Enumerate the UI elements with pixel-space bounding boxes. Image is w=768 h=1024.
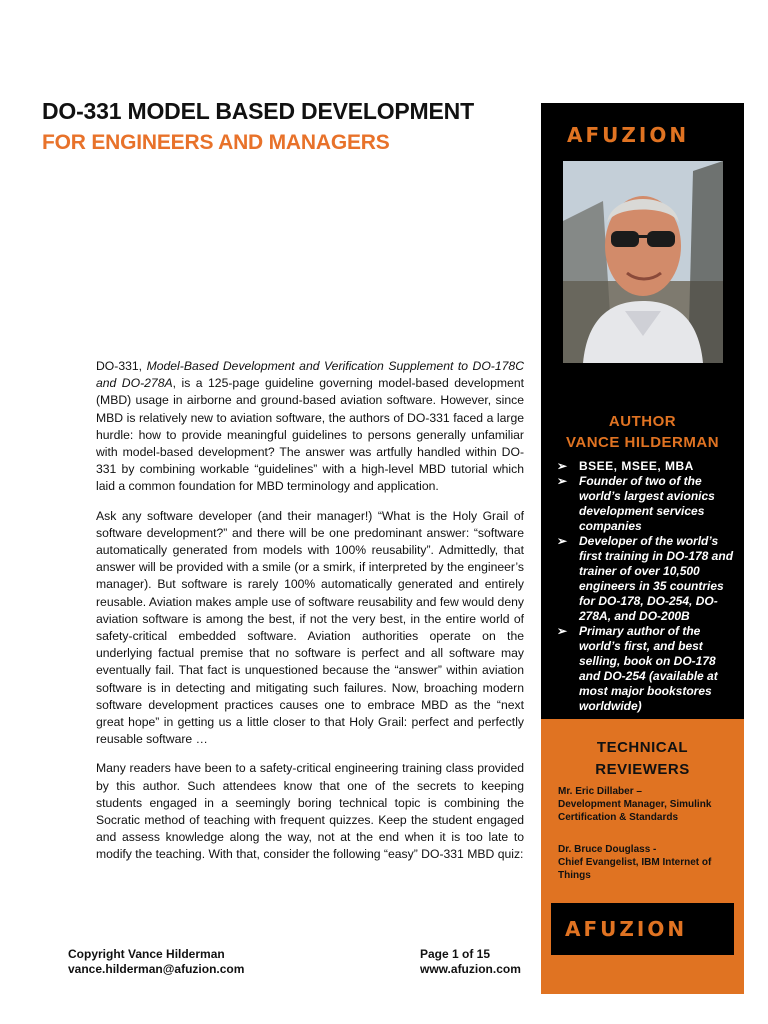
p1-prefix: DO-331, <box>96 359 147 373</box>
arrow-bullet-icon: ➢ <box>557 459 568 473</box>
logo-wordmark: FUZION <box>585 123 690 147</box>
list-item <box>557 459 737 474</box>
document-title: DO-331 MODEL BASED DEVELOPMENT <box>42 98 474 124</box>
reviewer-name: Mr. Eric Dillaber – <box>558 786 642 797</box>
footer-right <box>420 947 521 977</box>
author-label: AUTHOR <box>608 413 677 430</box>
p1-italic-title: Model-Based Development and Verification Supplement to DO-178C and DO-278A <box>96 359 524 391</box>
arrow-bullet-icon: ➢ <box>557 474 568 488</box>
list-item <box>557 534 737 624</box>
author-photo <box>563 161 723 363</box>
paragraph-3: Many readers have been to a safety-critical engineering training class provided by this author. Such attendees know that one of the secrets to keeping students engaged in a seemingly boring technical topic is combining the Socratic method of teaching with frequent quizzes. Keep the student engaged and assess knowledge along the way, not at the end when it is too late to modify the teaching. With that, consider the following “easy” DO-331 MBD quiz: <box>96 761 524 862</box>
bullet-text: Primary author of the world’s first, and best selling, book on DO-178 and DO-254 (available at most major bookstores worldwide) <box>579 624 718 713</box>
footer-left <box>68 947 244 977</box>
author-name: VANCE HILDERMAN <box>565 434 720 451</box>
bullet-text: Founder of two of the world’s largest avionics development services companies <box>579 474 715 533</box>
reviewer-1 <box>558 785 738 824</box>
arrow-bullet-icon: ➢ <box>557 534 568 548</box>
technical-reviewers-heading <box>541 737 744 781</box>
afuzion-logo <box>567 123 689 147</box>
p1-rest: , is a 125-page guideline governing model-based development (MBD) usage in airborne and ground-based aviation software. However, since MBD is relatively new to aviation software, the authors of DO-331 faced a large hurdle: how to provide meaningful guidelines to persons generally unfamiliar with model-based development? The answer was artfully handled within DO-331 by combining workable “guidelines” with a high-level MBD tutorial which laid a common foundation for MBD terminology and application. <box>96 376 524 494</box>
bottom-logo-box <box>551 903 734 955</box>
email-link[interactable]: vance.hilderman@afuzion.com <box>68 962 245 976</box>
reviewer-2 <box>558 843 738 882</box>
author-heading <box>541 411 744 453</box>
tech-heading-line1: TECHNICAL <box>596 739 689 756</box>
website-link[interactable]: www.afuzion.com <box>420 962 521 976</box>
author-credentials <box>557 459 737 714</box>
list-item <box>557 624 737 714</box>
reviewer-name: Dr. Bruce Douglass - <box>558 844 657 855</box>
article-body <box>96 358 524 876</box>
author-portrait-image <box>563 161 723 363</box>
reviewer-role: Development Manager, Simulink Certification & Standards <box>558 799 712 823</box>
tech-heading-line2: REVIEWERS <box>595 761 690 778</box>
author-sidebar <box>541 103 744 994</box>
copyright-text: Copyright Vance Hilderman <box>68 947 225 961</box>
logo-wordmark: FUZION <box>583 917 688 941</box>
bullet-text: Developer of the world’s first training in DO-178 and trainer of over 10,500 engineers in 35 countries for DO-178, DO-254, DO-278A, and DO-200B <box>579 534 734 623</box>
list-item <box>557 474 737 534</box>
arrow-bullet-icon: ➢ <box>557 624 568 638</box>
afuzion-logo <box>565 917 687 941</box>
paragraph-1 <box>96 358 524 496</box>
logo-letter-a: A <box>565 917 584 941</box>
logo-letter-a: A <box>567 123 586 147</box>
paragraph-2: Ask any software developer (and their manager!) “What is the Holy Grail of software development?” and there will be one predominant answer: “software automatically generated from models with 100% reusability”. Admittedly, that answer will be provided with a smile (or a smirk, if interpreted by the engineer’s manager). But software is rarely 100% automatically generated and entirely reusable. Aviation makes ample use of software reusability and few would deny aviation software is among the best, if not the very best, in the entire world of safety-critical embedded software. Aviation authorities operate on the underlying factual premise that no software is perfect and all software may eventually fail. That fact is unquestioned because the “answer” within aviation software is in detecting and mitigating such failures. Now, broaching modern software development practices causes one to embrace MBD as the “next great hope” in getting us a little closer to that Holy Grail: perfect and perfectly reusable software … <box>96 508 524 747</box>
bullet-text: BSEE, MSEE, MBA <box>579 459 694 473</box>
reviewer-role: Chief Evangelist, IBM Internet of Things <box>558 857 712 881</box>
document-subtitle: FOR ENGINEERS AND MANAGERS <box>42 131 390 154</box>
page-number: Page 1 of 15 <box>420 947 491 961</box>
sidebar-dark-panel <box>541 103 744 719</box>
